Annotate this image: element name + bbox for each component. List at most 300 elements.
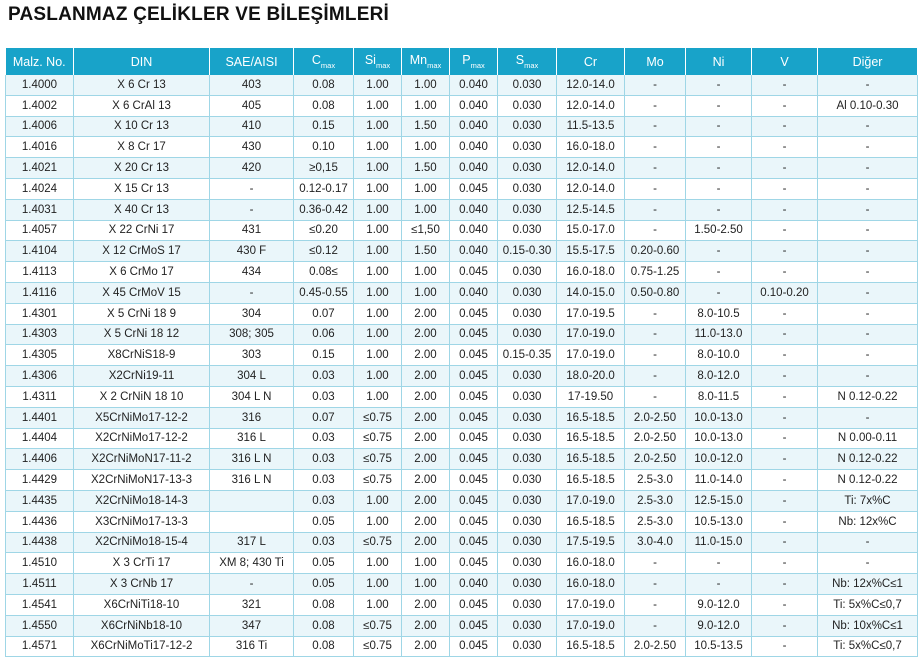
table-cell: 2.0-2.50 <box>625 407 686 428</box>
table-cell: 1.00 <box>402 574 450 595</box>
table-cell: ≤0.75 <box>354 428 402 449</box>
table-cell: 1.4303 <box>6 324 74 345</box>
table-row <box>6 158 918 179</box>
table-cell: 304 L <box>210 366 294 387</box>
table-cell: - <box>752 636 818 657</box>
table-row <box>6 137 918 158</box>
table-cell: 1.4305 <box>6 345 74 366</box>
table-cell: 0.07 <box>294 407 354 428</box>
table-cell: 1.00 <box>354 324 402 345</box>
table-cell: 1.00 <box>354 282 402 303</box>
table-cell: X2CrNiMoN17-11-2 <box>74 449 210 470</box>
table-cell: 1.4021 <box>6 158 74 179</box>
table-cell: 0.040 <box>450 574 498 595</box>
table-cell: 2.00 <box>402 324 450 345</box>
table-cell: - <box>752 407 818 428</box>
table-cell: 403 <box>210 75 294 95</box>
table-cell: - <box>818 116 918 137</box>
table-cell: 0.040 <box>450 158 498 179</box>
table-cell: 10.0-12.0 <box>686 449 752 470</box>
table-cell: X 5 CrNi 18 12 <box>74 324 210 345</box>
table-row <box>6 449 918 470</box>
table-cell: 2.5-3.0 <box>625 511 686 532</box>
table-cell: X 6 CrAl 13 <box>74 95 210 116</box>
table-row <box>6 241 918 262</box>
table-cell: 0.045 <box>450 615 498 636</box>
table-cell: - <box>625 324 686 345</box>
table-cell: ≤0.75 <box>354 532 402 553</box>
table-body <box>6 75 918 657</box>
table-cell: - <box>818 366 918 387</box>
table-cell: 0.045 <box>450 324 498 345</box>
table-cell: - <box>625 303 686 324</box>
table-cell: 10.0-13.0 <box>686 407 752 428</box>
table-cell: - <box>686 158 752 179</box>
table-cell: 0.030 <box>498 470 557 491</box>
table-cell: - <box>752 470 818 491</box>
table-cell: 0.030 <box>498 324 557 345</box>
table-cell: 0.15 <box>294 116 354 137</box>
table-cell: 434 <box>210 262 294 283</box>
table-cell: 2.00 <box>402 511 450 532</box>
table-cell: 0.030 <box>498 553 557 574</box>
table-cell: - <box>818 282 918 303</box>
table-cell: 1.00 <box>354 303 402 324</box>
table-cell: 10.5-13.0 <box>686 511 752 532</box>
table-cell: 0.030 <box>498 220 557 241</box>
table-cell: 0.06 <box>294 324 354 345</box>
table-cell: - <box>818 345 918 366</box>
table-cell: 1.4057 <box>6 220 74 241</box>
table-cell: 0.05 <box>294 574 354 595</box>
table-cell: 1.4571 <box>6 636 74 657</box>
table-cell: 2.00 <box>402 345 450 366</box>
table-cell: 0.030 <box>498 366 557 387</box>
table-cell: 316 L <box>210 428 294 449</box>
table-cell: 1.00 <box>354 220 402 241</box>
table-cell: Ti: 7x%C <box>818 490 918 511</box>
column-header: $C_{max}$ <box>294 48 354 75</box>
table-cell: 303 <box>210 345 294 366</box>
table-cell <box>210 490 294 511</box>
table-cell: - <box>752 116 818 137</box>
table-cell: - <box>752 532 818 553</box>
table-row <box>6 636 918 657</box>
table-cell: X 5 CrNi 18 9 <box>74 303 210 324</box>
table-cell: ≤0.75 <box>354 615 402 636</box>
table-row <box>6 324 918 345</box>
table-cell: 0.07 <box>294 303 354 324</box>
table-cell: 2.0-2.50 <box>625 449 686 470</box>
table-cell: 0.36-0.42 <box>294 199 354 220</box>
table-row <box>6 116 918 137</box>
table-cell: - <box>752 366 818 387</box>
table-cell: 0.045 <box>450 407 498 428</box>
table-cell: - <box>752 303 818 324</box>
table-cell: 18.0-20.0 <box>557 366 625 387</box>
table-cell: - <box>752 158 818 179</box>
table-cell: 1.4429 <box>6 470 74 491</box>
table-cell: - <box>818 553 918 574</box>
table-cell: - <box>686 241 752 262</box>
table-cell: 0.03 <box>294 386 354 407</box>
table-cell: - <box>686 95 752 116</box>
table-cell: 0.030 <box>498 199 557 220</box>
table-cell: 2.00 <box>402 470 450 491</box>
table-cell: 12.5-15.0 <box>686 490 752 511</box>
table-cell: - <box>818 532 918 553</box>
table-cell: 1.4406 <box>6 449 74 470</box>
table-cell: 1.4435 <box>6 490 74 511</box>
table-cell: 0.030 <box>498 636 557 657</box>
table-cell: 316 <box>210 407 294 428</box>
table-cell: 0.030 <box>498 407 557 428</box>
column-header: $P_{max}$ <box>450 48 498 75</box>
table-cell: 0.045 <box>450 594 498 615</box>
table-cell: 0.12-0.17 <box>294 178 354 199</box>
table-cell: X5CrNiMo17-12-2 <box>74 407 210 428</box>
table-cell: 1.00 <box>402 282 450 303</box>
table-cell: 1.50-2.50 <box>686 220 752 241</box>
table-cell: - <box>818 407 918 428</box>
table-cell: 10.5-13.5 <box>686 636 752 657</box>
table-cell: - <box>752 262 818 283</box>
table-cell: 1.4301 <box>6 303 74 324</box>
table-cell: 10.0-13.0 <box>686 428 752 449</box>
table-cell: - <box>818 178 918 199</box>
table-cell: 0.030 <box>498 95 557 116</box>
table-cell: 347 <box>210 615 294 636</box>
table-cell: - <box>752 345 818 366</box>
table-cell: 17-19.50 <box>557 386 625 407</box>
table-cell: 0.08 <box>294 636 354 657</box>
table-cell: X2CrNiMo18-14-3 <box>74 490 210 511</box>
table-cell: 8.0-11.5 <box>686 386 752 407</box>
table-row <box>6 345 918 366</box>
table-cell: 1.4116 <box>6 282 74 303</box>
table-cell: 0.030 <box>498 158 557 179</box>
table-cell: - <box>752 553 818 574</box>
table-cell: 1.00 <box>402 199 450 220</box>
table-cell: 0.045 <box>450 470 498 491</box>
table-cell: 2.00 <box>402 428 450 449</box>
table-cell: - <box>686 553 752 574</box>
table-cell: - <box>752 594 818 615</box>
table-cell: - <box>625 615 686 636</box>
table-cell: 1.00 <box>402 553 450 574</box>
table-cell: - <box>686 574 752 595</box>
table-cell: - <box>625 345 686 366</box>
table-cell: 0.03 <box>294 428 354 449</box>
table-cell: 0.08 <box>294 75 354 95</box>
table-cell: 8.0-10.0 <box>686 345 752 366</box>
table-cell: - <box>625 116 686 137</box>
table-cell: 0.45-0.55 <box>294 282 354 303</box>
table-cell: - <box>752 615 818 636</box>
table-cell: ≤0.75 <box>354 636 402 657</box>
table-cell: 2.00 <box>402 386 450 407</box>
table-cell: X2CrNiMo17-12-2 <box>74 428 210 449</box>
table-cell: - <box>210 282 294 303</box>
table-cell: - <box>752 199 818 220</box>
table-cell: - <box>752 574 818 595</box>
table-cell: 2.0-2.50 <box>625 636 686 657</box>
table-cell: - <box>625 158 686 179</box>
table-cell: 17.0-19.0 <box>557 324 625 345</box>
table-cell: X6CrNiMoTi17-12-2 <box>74 636 210 657</box>
table-cell: 0.08 <box>294 594 354 615</box>
table-cell: 321 <box>210 594 294 615</box>
table-cell: ≤0.12 <box>294 241 354 262</box>
table-cell: 2.00 <box>402 615 450 636</box>
table-cell: 0.030 <box>498 511 557 532</box>
table-row <box>6 615 918 636</box>
table-cell: Ti: 5x%C≤0,7 <box>818 594 918 615</box>
table-cell: 16.0-18.0 <box>557 574 625 595</box>
table-cell: 0.045 <box>450 262 498 283</box>
table-cell: - <box>818 324 918 345</box>
table-cell: 2.0-2.50 <box>625 428 686 449</box>
table-cell: 0.030 <box>498 75 557 95</box>
table-row <box>6 282 918 303</box>
table-cell: 1.4311 <box>6 386 74 407</box>
table-cell: 1.4104 <box>6 241 74 262</box>
table-cell: 0.15-0.30 <box>498 241 557 262</box>
table-row <box>6 220 918 241</box>
column-header: Diğer <box>818 48 918 75</box>
table-cell: - <box>752 324 818 345</box>
table-cell: 0.045 <box>450 303 498 324</box>
table-cell: N 0.12-0.22 <box>818 449 918 470</box>
table-cell: X 3 CrTi 17 <box>74 553 210 574</box>
table-cell: - <box>818 137 918 158</box>
table-row <box>6 532 918 553</box>
table-cell: - <box>818 241 918 262</box>
table-cell: 9.0-12.0 <box>686 594 752 615</box>
table-cell: X 6 Cr 13 <box>74 75 210 95</box>
table-cell: XM 8; 430 Ti <box>210 553 294 574</box>
table-cell: - <box>625 366 686 387</box>
table-cell: 0.03 <box>294 449 354 470</box>
table-cell: X2CrNiMo18-15-4 <box>74 532 210 553</box>
table-cell: 16.5-18.5 <box>557 449 625 470</box>
table-cell: 12.0-14.0 <box>557 178 625 199</box>
table-cell: 1.4550 <box>6 615 74 636</box>
column-header: Ni <box>686 48 752 75</box>
table-cell: X 10 Cr 13 <box>74 116 210 137</box>
table-cell: 0.030 <box>498 178 557 199</box>
table-cell: - <box>752 178 818 199</box>
table-cell: 2.00 <box>402 449 450 470</box>
table-cell: - <box>210 574 294 595</box>
table-cell: 1.4006 <box>6 116 74 137</box>
table-cell: 0.03 <box>294 490 354 511</box>
table-cell: - <box>686 282 752 303</box>
table-cell: 12.5-14.5 <box>557 199 625 220</box>
table-row <box>6 199 918 220</box>
table-cell: 0.030 <box>498 490 557 511</box>
table-cell: 410 <box>210 116 294 137</box>
table-cell: 0.030 <box>498 449 557 470</box>
table-cell: 1.00 <box>354 594 402 615</box>
table-cell: 1.4002 <box>6 95 74 116</box>
table-cell: 2.00 <box>402 594 450 615</box>
table-cell: - <box>625 574 686 595</box>
table-row <box>6 303 918 324</box>
table-row <box>6 594 918 615</box>
table-cell: 0.045 <box>450 511 498 532</box>
table-cell: X 22 CrNi 17 <box>74 220 210 241</box>
table-cell: 1.00 <box>354 178 402 199</box>
column-header: Cr <box>557 48 625 75</box>
table-cell: 1.4541 <box>6 594 74 615</box>
table-cell: - <box>625 137 686 158</box>
table-cell: - <box>686 178 752 199</box>
table-cell: 17.0-19.0 <box>557 594 625 615</box>
table-row <box>6 95 918 116</box>
table-cell: 0.05 <box>294 553 354 574</box>
table-cell: - <box>818 199 918 220</box>
table-cell: 0.040 <box>450 116 498 137</box>
table-cell: X6CrNiTi18-10 <box>74 594 210 615</box>
table-row <box>6 574 918 595</box>
table-cell: 316 L N <box>210 470 294 491</box>
table-cell: X 40 Cr 13 <box>74 199 210 220</box>
table-cell: 1.00 <box>354 386 402 407</box>
table-cell: 2.00 <box>402 303 450 324</box>
table-cell: 0.045 <box>450 449 498 470</box>
table-cell: - <box>752 449 818 470</box>
table-cell: 0.03 <box>294 366 354 387</box>
table-cell: 1.4031 <box>6 199 74 220</box>
table-cell: 0.030 <box>498 428 557 449</box>
table-cell: 0.50-0.80 <box>625 282 686 303</box>
table-cell: 16.0-18.0 <box>557 553 625 574</box>
table-cell: 1.00 <box>354 95 402 116</box>
table-cell: - <box>752 220 818 241</box>
table-cell: X 6 CrMo 17 <box>74 262 210 283</box>
table-cell: 16.5-18.5 <box>557 511 625 532</box>
table-cell: - <box>625 178 686 199</box>
table-cell: X 20 Cr 13 <box>74 158 210 179</box>
table-cell: 1.4016 <box>6 137 74 158</box>
table-cell: X 8 Cr 17 <box>74 137 210 158</box>
table-cell: 1.00 <box>354 137 402 158</box>
table-cell: 2.00 <box>402 636 450 657</box>
table-cell: 0.030 <box>498 282 557 303</box>
table-cell: 17.0-19.0 <box>557 615 625 636</box>
table-cell: 316 Ti <box>210 636 294 657</box>
table-cell: ≤1,50 <box>402 220 450 241</box>
table-cell: 0.040 <box>450 282 498 303</box>
table-cell: - <box>625 75 686 95</box>
table-cell: Nb: 10x%C≤1 <box>818 615 918 636</box>
table-cell: 0.030 <box>498 574 557 595</box>
table-cell: 1.4510 <box>6 553 74 574</box>
table-cell: 1.00 <box>354 262 402 283</box>
table-row <box>6 553 918 574</box>
table-cell: 0.030 <box>498 615 557 636</box>
table-cell: 1.00 <box>354 75 402 95</box>
table-cell: 14.0-15.0 <box>557 282 625 303</box>
table-cell: - <box>210 178 294 199</box>
table-cell: 0.08 <box>294 615 354 636</box>
table-cell: X8CrNiS18-9 <box>74 345 210 366</box>
column-header: Mo <box>625 48 686 75</box>
table-cell: X2CrNiMoN17-13-3 <box>74 470 210 491</box>
table-cell: 16.5-18.5 <box>557 407 625 428</box>
table-cell: - <box>686 116 752 137</box>
table-cell: - <box>818 75 918 95</box>
table-cell: 0.75-1.25 <box>625 262 686 283</box>
table-cell: 11.0-15.0 <box>686 532 752 553</box>
table-cell: 0.10-0.20 <box>752 282 818 303</box>
table-cell: - <box>752 490 818 511</box>
table-cell: 17.0-19.0 <box>557 490 625 511</box>
table-cell: 405 <box>210 95 294 116</box>
table-cell: 2.00 <box>402 532 450 553</box>
table-cell: 16.0-18.0 <box>557 137 625 158</box>
table-cell: 0.045 <box>450 345 498 366</box>
table-cell: 17.0-19.0 <box>557 345 625 366</box>
table-cell: X3CrNiMo17-13-3 <box>74 511 210 532</box>
table-cell: Al 0.10-0.30 <box>818 95 918 116</box>
table-cell: ≤0.20 <box>294 220 354 241</box>
table-cell: - <box>818 303 918 324</box>
table-cell: 316 L N <box>210 449 294 470</box>
table-cell: 0.040 <box>450 241 498 262</box>
table-cell: 0.045 <box>450 428 498 449</box>
header-row <box>6 48 918 75</box>
table-cell: ≤0.75 <box>354 470 402 491</box>
table-cell: 0.040 <box>450 220 498 241</box>
table-cell: 15.5-17.5 <box>557 241 625 262</box>
table-cell: - <box>625 220 686 241</box>
column-header: $S_{max}$ <box>498 48 557 75</box>
table-cell: 3.0-4.0 <box>625 532 686 553</box>
table-cell: 12.0-14.0 <box>557 158 625 179</box>
page-title: PASLANMAZ ÇELİKLER VE BİLEŞİMLERİ <box>8 4 389 25</box>
table-cell: - <box>625 199 686 220</box>
table-cell: 1.4438 <box>6 532 74 553</box>
table-cell: 0.030 <box>498 116 557 137</box>
table-cell: 0.045 <box>450 490 498 511</box>
table-cell: 1.00 <box>354 490 402 511</box>
table-cell: 1.50 <box>402 158 450 179</box>
table-cell: 0.040 <box>450 75 498 95</box>
table-cell: 0.03 <box>294 470 354 491</box>
table-cell: 1.00 <box>402 178 450 199</box>
table-cell: 1.4401 <box>6 407 74 428</box>
table-cell: 16.0-18.0 <box>557 262 625 283</box>
table-cell: 2.00 <box>402 490 450 511</box>
table-cell: 1.4113 <box>6 262 74 283</box>
table-cell: 1.4511 <box>6 574 74 595</box>
table-cell: 11.0-14.0 <box>686 470 752 491</box>
table-cell: 0.045 <box>450 178 498 199</box>
table-cell: X2CrNi19-11 <box>74 366 210 387</box>
table-cell: 0.20-0.60 <box>625 241 686 262</box>
table-cell: 12.0-14.0 <box>557 95 625 116</box>
table-cell: 1.00 <box>354 158 402 179</box>
table-cell: 0.030 <box>498 303 557 324</box>
table-cell: N 0.12-0.22 <box>818 386 918 407</box>
table-cell: 304 L N <box>210 386 294 407</box>
table-cell: 1.00 <box>354 199 402 220</box>
column-header: Malz. No. <box>6 48 74 75</box>
table-cell: - <box>625 95 686 116</box>
table-cell: 2.5-3.0 <box>625 470 686 491</box>
